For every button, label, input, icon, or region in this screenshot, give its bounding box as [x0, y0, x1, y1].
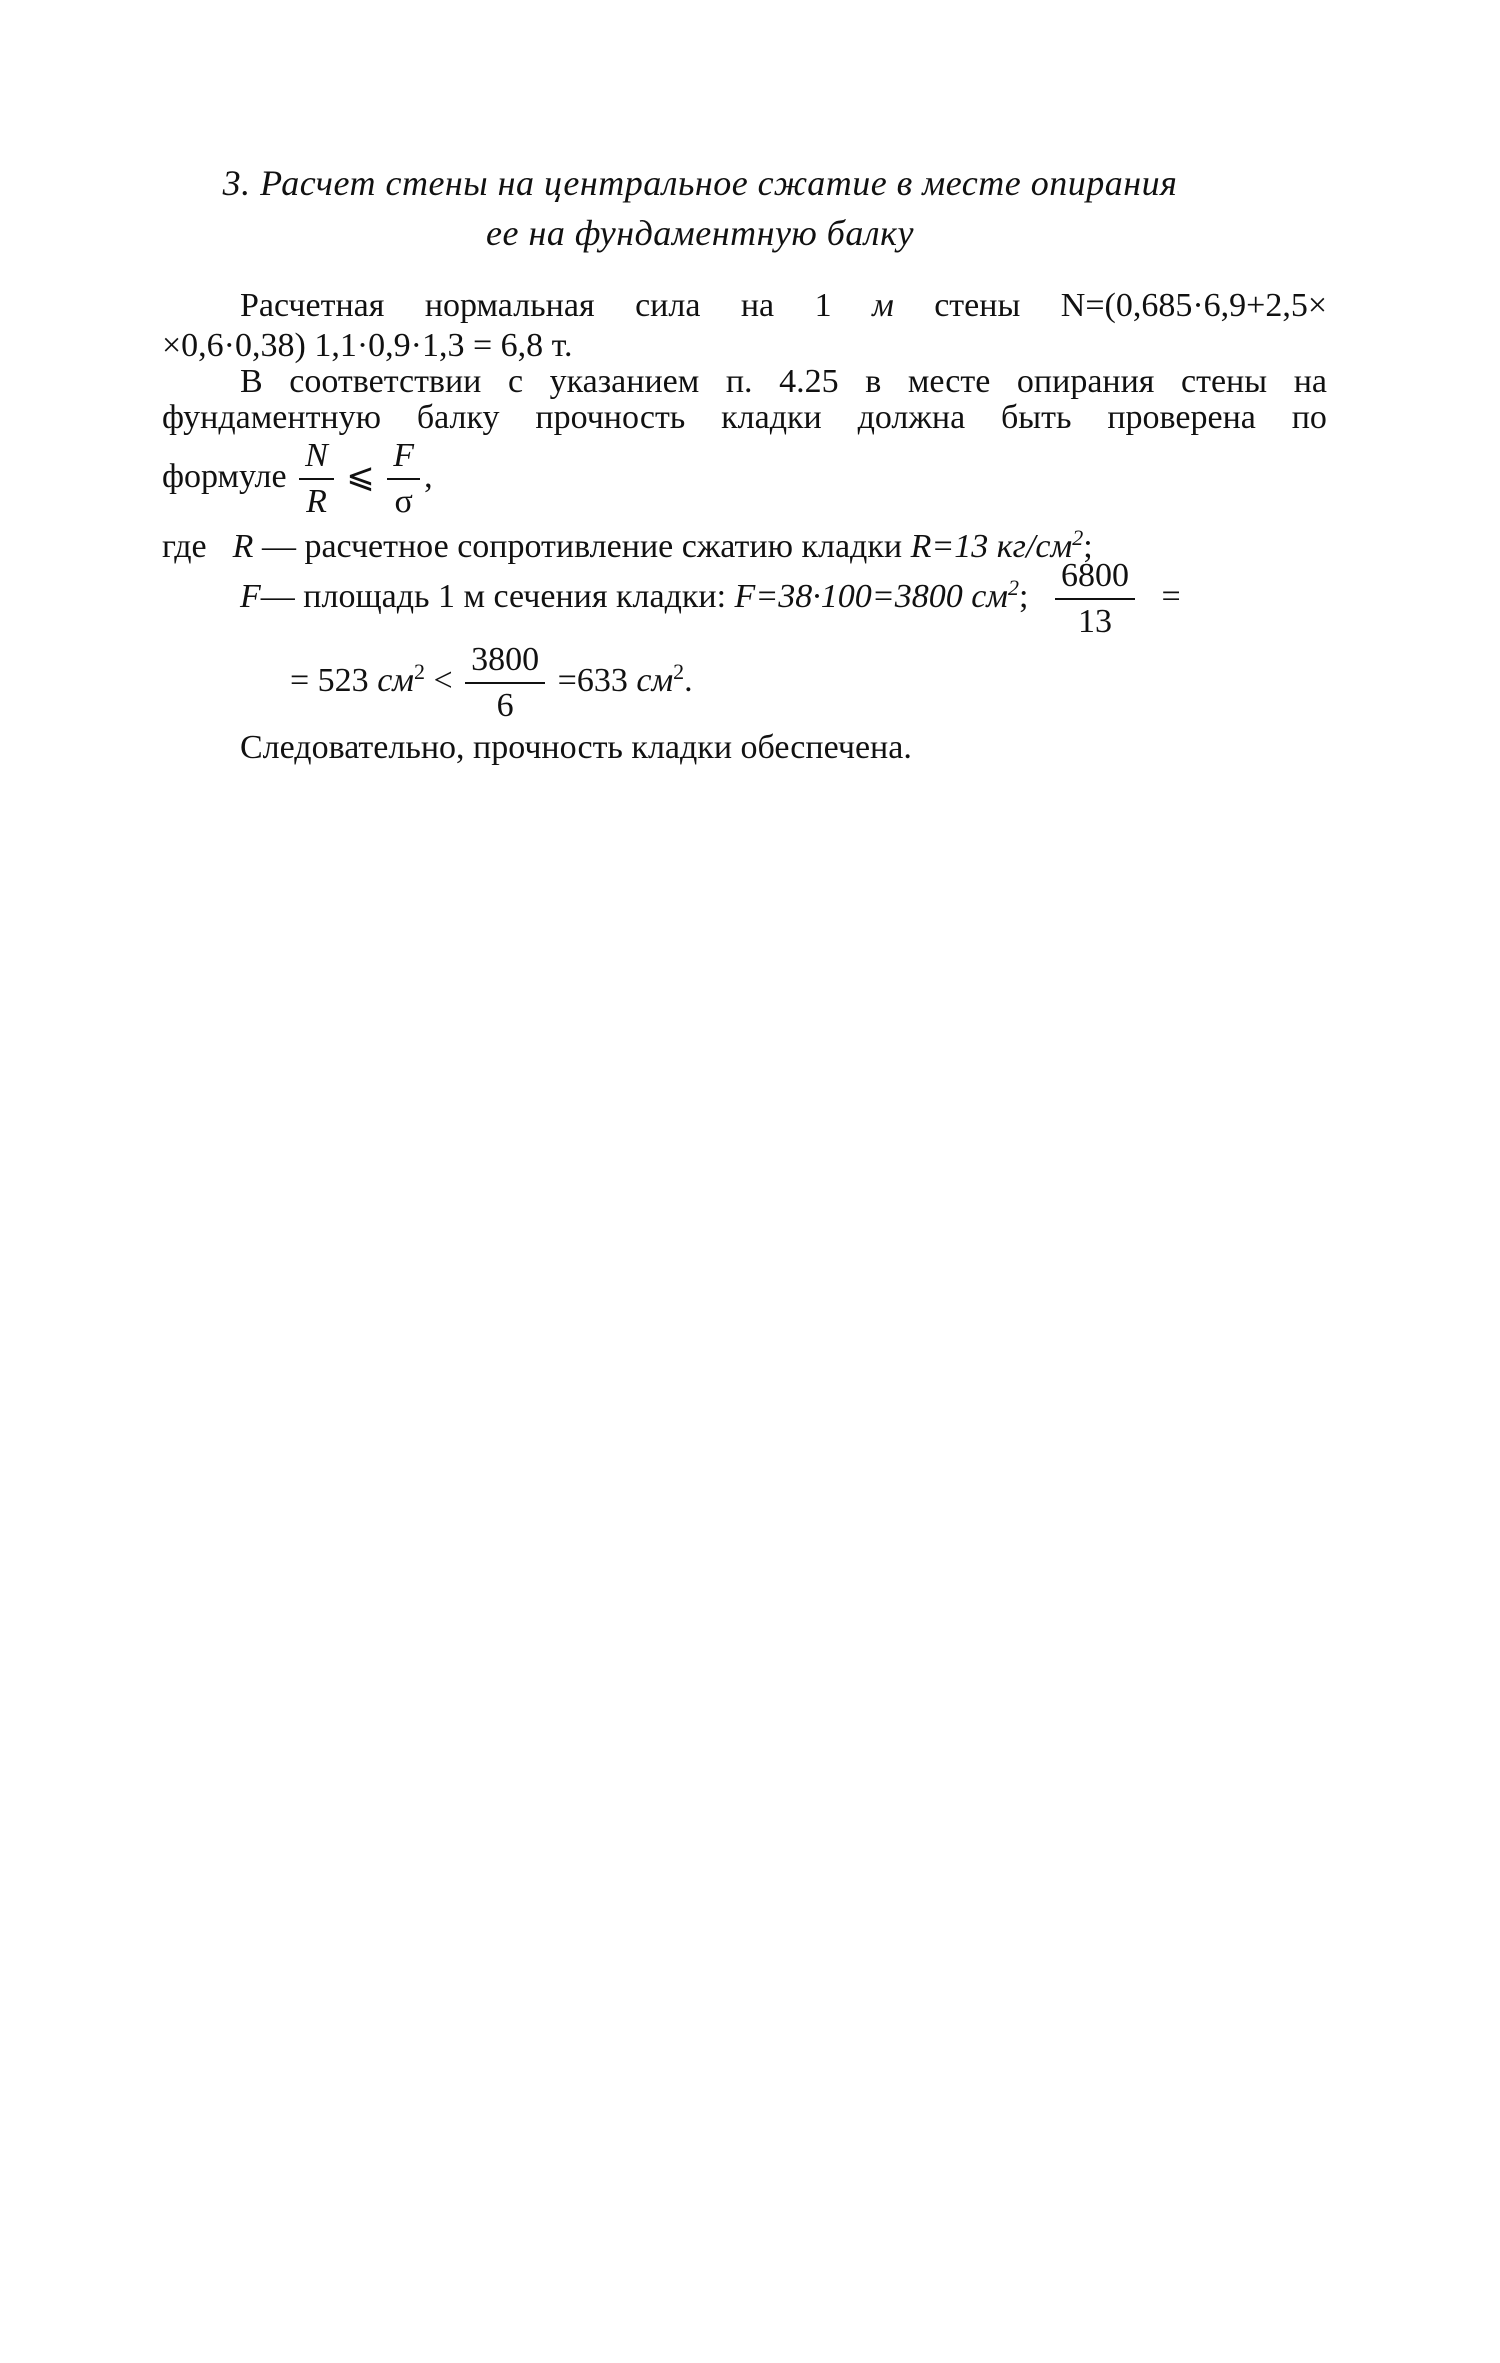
word: Расчетная — [240, 287, 385, 324]
symbol-r: R — [232, 528, 254, 565]
word: п. — [725, 363, 753, 400]
word: N=(0,685·6,9+2,5× — [1060, 287, 1327, 324]
word: на — [740, 287, 775, 324]
word: сила — [635, 287, 701, 324]
paragraph-1-line-2: ×0,6·0,38) 1,1·0,9·1,3 = 6,8 т. — [162, 327, 573, 364]
word: стены — [1181, 363, 1268, 400]
conclusion: Следовательно, прочность кладки обеспечена. — [240, 729, 912, 766]
word: месте — [907, 363, 991, 400]
result-line — [290, 640, 693, 726]
formula-suffix: , — [424, 457, 433, 495]
word: соответствии — [289, 363, 482, 400]
fraction-numerator: F — [387, 436, 420, 480]
r-definition: — расчетное сопротивление сжатию кладки — [253, 528, 911, 565]
fraction-denominator: 13 — [1077, 603, 1112, 640]
result-lead: = 523 — [290, 661, 378, 699]
paragraph-1-line-1 — [162, 286, 1327, 326]
word: В — [240, 363, 263, 400]
fraction-denominator: σ — [394, 483, 413, 520]
where-f-line — [240, 556, 1181, 642]
result-exponent-2: 2 — [673, 658, 685, 684]
word: балку — [416, 399, 500, 436]
relation-symbol: ⩽ — [346, 457, 375, 495]
fraction-numerator: N — [299, 436, 334, 480]
word: нормальная — [424, 287, 595, 324]
word: 4.25 — [779, 363, 839, 400]
r-end: ; — [1083, 528, 1093, 565]
word: стены — [934, 287, 1021, 324]
word: с — [507, 363, 524, 400]
fraction-denominator: 6 — [496, 687, 514, 724]
formula-line — [162, 436, 433, 522]
r-exponent: 2 — [1072, 525, 1084, 550]
result-unit-2: см — [636, 661, 674, 699]
word: м — [872, 287, 894, 324]
fraction-6800-over-13 — [1055, 556, 1135, 642]
word: 1 — [814, 287, 832, 324]
paragraph-2-line-2 — [162, 398, 1327, 438]
f-end: ; — [1019, 577, 1029, 615]
section-heading-line-2: ее на фундаментную балку — [486, 213, 914, 253]
word: быть — [1001, 399, 1072, 436]
r-value: R=13 кг/см — [910, 528, 1073, 565]
result-tail: =633 — [549, 661, 637, 699]
symbol-f: F — [240, 577, 261, 615]
where-lead: где — [162, 528, 207, 565]
equals-sign: = — [1161, 577, 1181, 615]
f-exponent: 2 — [1008, 574, 1019, 600]
section-heading-line-1: 3. Расчет стены на центральное сжатие в месте опирания — [222, 163, 1178, 203]
fraction-numerator: 3800 — [465, 640, 545, 684]
fraction-denominator: R — [306, 483, 327, 520]
formula-prefix: формуле — [162, 457, 287, 495]
word: в — [865, 363, 882, 400]
word: указанием — [549, 363, 700, 400]
result-exponent-1: 2 — [413, 658, 425, 684]
word: по — [1291, 399, 1327, 436]
fraction-f-over-sigma — [387, 436, 420, 522]
result-end: . — [684, 661, 693, 699]
word: должна — [857, 399, 966, 436]
word: на — [1293, 363, 1327, 400]
less-than: < — [424, 661, 462, 699]
word: прочность — [535, 399, 686, 436]
f-definition: — площадь 1 м сечения кладки: — [260, 577, 735, 615]
word: проверена — [1107, 399, 1256, 436]
fraction-numerator: 6800 — [1055, 556, 1135, 600]
word: кладки — [721, 399, 822, 436]
f-value: F=38·100=3800 см — [734, 577, 1008, 615]
word: фундаментную — [162, 399, 382, 436]
result-unit-1: см — [377, 661, 414, 699]
paragraph-2-line-1 — [162, 362, 1327, 402]
fraction-n-over-r — [299, 436, 334, 522]
fraction-3800-over-6 — [465, 640, 545, 726]
word: опирания — [1016, 363, 1155, 400]
